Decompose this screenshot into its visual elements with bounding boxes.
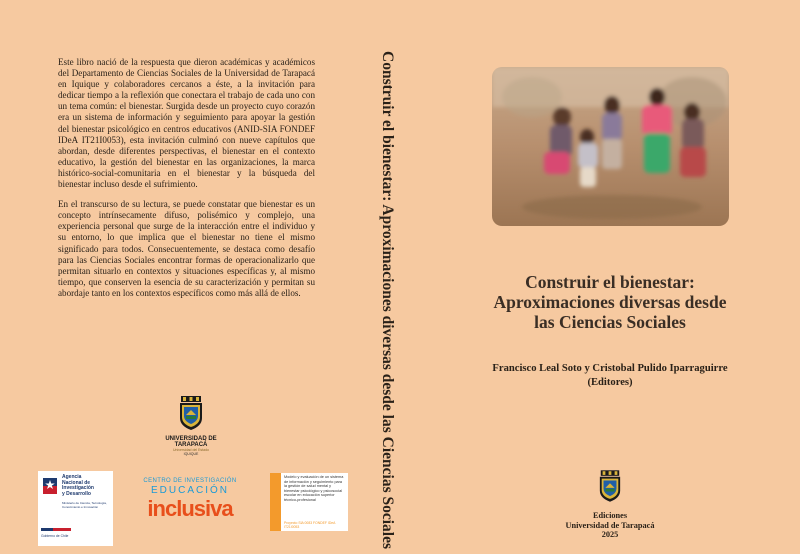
publisher-crest-icon — [598, 470, 622, 502]
anid-line-1: Agencia — [62, 474, 82, 480]
front-authors — [470, 362, 750, 390]
anid-name — [62, 475, 112, 497]
anid-government: Gobierno de Chile — [41, 534, 69, 538]
centro-line-3: inclusiva — [147, 496, 233, 521]
front-title-line-3: las Ciencias Sociales — [534, 312, 686, 332]
publisher-line-1: Ediciones — [592, 511, 628, 520]
project-logo-bar — [270, 473, 281, 531]
publisher-line-2: Universidad de Tarapacá — [565, 520, 655, 530]
back-paragraph-1: Este libro nació de la respuesta que dieron académicas y académicos del Departamento de Ciencias Sociales de la Universidad de Tarapacá en Iquique y colaboradores cercanos a éste, a la invitación para dedicar tiempo a la reflexión que conectara el trabajo de cada uno con un tema común: el bienestar. Surgida desde un proyecto cuyo corazón era un sistema de información y seguimiento para apoyar la gestión del bienestar psicológico en centros educativos (ANID-SIA FONDEF IDeA IT21I0053), esta invitación culminó con nueve capítulos que abordan, desde diferentes perspectivas, el bienestar en el contexto educativo, la gestión del bienestar en las organizaciones, la marca histórico-social-comunitaria en el bienestar y la búsqueda del bienestar incluso desde el sufrimiento. — [58, 57, 315, 190]
front-title-line-1: Construir el bienestar: — [525, 272, 695, 292]
project-code: Proyecto SIA 0083 FONDEF IDeA IT21I0053 — [284, 521, 336, 529]
anid-logo — [38, 471, 113, 546]
anid-line-3: Investigación — [62, 485, 94, 492]
publisher-text — [555, 511, 665, 540]
front-title — [470, 272, 750, 332]
editors-label: (Editores) — [587, 377, 633, 388]
publisher-block — [555, 470, 665, 540]
chile-coat-of-arms-icon — [41, 476, 59, 500]
anid-line-2: Nacional de — [62, 479, 91, 486]
project-logo — [270, 473, 348, 531]
anid-line-4: y Desarrollo — [62, 490, 91, 497]
chile-flag-bar-icon — [41, 528, 71, 531]
crest-tagline: Universidad del Estado — [173, 448, 209, 452]
spine — [362, 0, 412, 554]
cover-photo — [492, 67, 729, 226]
publisher-year: 2025 — [601, 530, 619, 539]
anid-ministry: Ministerio de Ciencia, Tecnología, Conocimiento e Innovación — [62, 501, 107, 509]
project-description: Modelo y evaluación de un sistema de información y seguimiento para la gestión de salud mental y bienestar psicológico y psicosocial escolar en educación superior técnico-profesional — [284, 475, 344, 502]
children-dancing-photo-icon — [492, 67, 729, 226]
authors-names: Francisco Leal Soto y Cristobal Pulido Iparraguirre — [492, 363, 728, 374]
crest-university-name: UNIVERSIDAD DE TARAPACÁ — [165, 436, 217, 448]
spine-title: Construir el bienestar: Aproximaciones diversas desde las Ciencias Sociales — [379, 51, 396, 549]
university-crest-icon — [178, 396, 204, 430]
back-cover-text — [58, 57, 315, 308]
back-paragraph-2: En el transcurso de su lectura, se puede constatar que bienestar es un concepto intrínsecamente difuso, polisémico y complejo, una experiencia personal que surge de la interacción entre el individuo y su entorno, lo que implica que el bienestar no tiene el mismo significado para todos. Consecuentemente, se destaca como desafío para las Ciencias Sociales encontrar formas de operacionalizarlo que permitan situarlo en contextos y situaciones específicas y, al mismo tiempo, que conserven la esencia de su caracterización y permitan su abordaje tanto en los contextos específicos como más allá de ellos. — [58, 199, 315, 298]
centro-educacion-inclusiva-logo — [140, 478, 240, 520]
back-university-crest — [151, 396, 231, 456]
centro-line-1: CENTRO DE INVESTIGACIÓN — [143, 478, 237, 484]
centro-line-2: EDUCACIÓN — [150, 485, 229, 496]
front-title-line-2: Aproximaciones diversas desde — [493, 292, 727, 312]
crest-city: IQUIQUE — [183, 452, 199, 456]
